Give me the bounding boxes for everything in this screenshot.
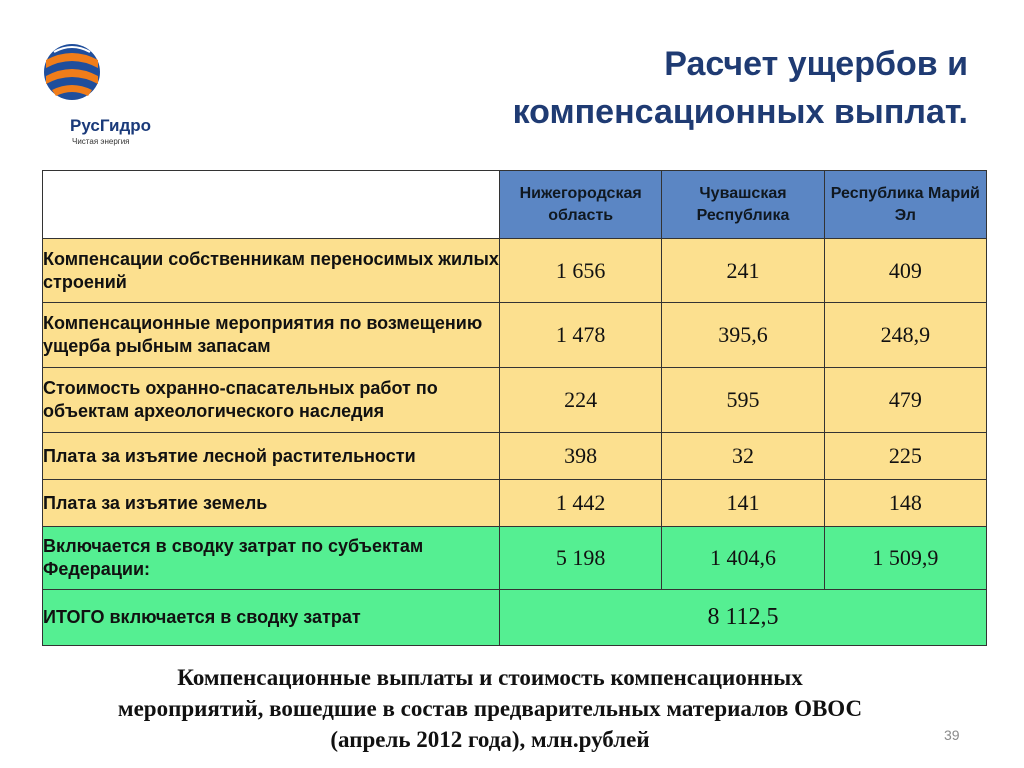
row-value: 241	[662, 239, 824, 303]
row-label: Компенсации собственникам переносимых жилых строений	[43, 239, 500, 303]
caption-line-3: (апрель 2012 года), млн.рублей	[330, 727, 650, 752]
slide-title	[368, 40, 968, 136]
subtotal-row	[43, 527, 987, 590]
row-label: Плата за изъятие земель	[43, 480, 500, 527]
header-nizhny-novgorod: Нижегородская область	[500, 171, 662, 239]
row-value: 1 656	[500, 239, 662, 303]
table-header-row	[43, 171, 987, 239]
table-row	[43, 480, 987, 527]
row-value: 395,6	[662, 303, 824, 368]
table-row	[43, 303, 987, 368]
caption-line-2: мероприятий, вошедшие в состав предварительных материалов ОВОС	[117, 696, 863, 721]
total-label: ИТОГО включается в сводку затрат	[43, 590, 500, 646]
row-value: 32	[662, 433, 824, 480]
subtotal-value: 1 509,9	[824, 527, 986, 590]
row-value: 1 478	[500, 303, 662, 368]
subtotal-label: Включается в сводку затрат по субъектам Федерации:	[43, 527, 500, 590]
row-value: 225	[824, 433, 986, 480]
row-label: Плата за изъятие лесной растительности	[43, 433, 500, 480]
page-number: 39	[944, 727, 960, 743]
row-value: 479	[824, 368, 986, 433]
table-caption	[20, 662, 960, 755]
compensation-table	[42, 170, 987, 646]
row-value: 595	[662, 368, 824, 433]
row-label: Стоимость охранно-спасательных работ по объектам археологического наследия	[43, 368, 500, 433]
table-row	[43, 239, 987, 303]
table-row	[43, 368, 987, 433]
row-value: 409	[824, 239, 986, 303]
subtotal-value: 5 198	[500, 527, 662, 590]
company-logo	[42, 42, 172, 152]
total-value: 8 112,5	[500, 590, 987, 646]
caption-line-1: Компенсационные выплаты и стоимость компенсационных	[177, 665, 803, 690]
slide-title-line-2: компенсационных выплат.	[512, 93, 968, 131]
logo-name: РусГидро	[70, 116, 152, 135]
slide-title-line-1: Расчет ущербов и	[664, 45, 968, 83]
table-row	[43, 433, 987, 480]
rushydro-logo-icon	[42, 42, 102, 104]
logo-tagline: Чистая энергия	[72, 137, 130, 146]
row-value: 141	[662, 480, 824, 527]
header-mari-el: Республика Марий Эл	[824, 171, 986, 239]
row-value: 224	[500, 368, 662, 433]
row-value: 148	[824, 480, 986, 527]
header-chuvashia: Чувашская Республика	[662, 171, 824, 239]
row-label: Компенсационные мероприятия по возмещению ущерба рыбным запасам	[43, 303, 500, 368]
row-value: 248,9	[824, 303, 986, 368]
total-row	[43, 590, 987, 646]
subtotal-value: 1 404,6	[662, 527, 824, 590]
header-blank-cell	[43, 171, 500, 239]
row-value: 398	[500, 433, 662, 480]
row-value: 1 442	[500, 480, 662, 527]
